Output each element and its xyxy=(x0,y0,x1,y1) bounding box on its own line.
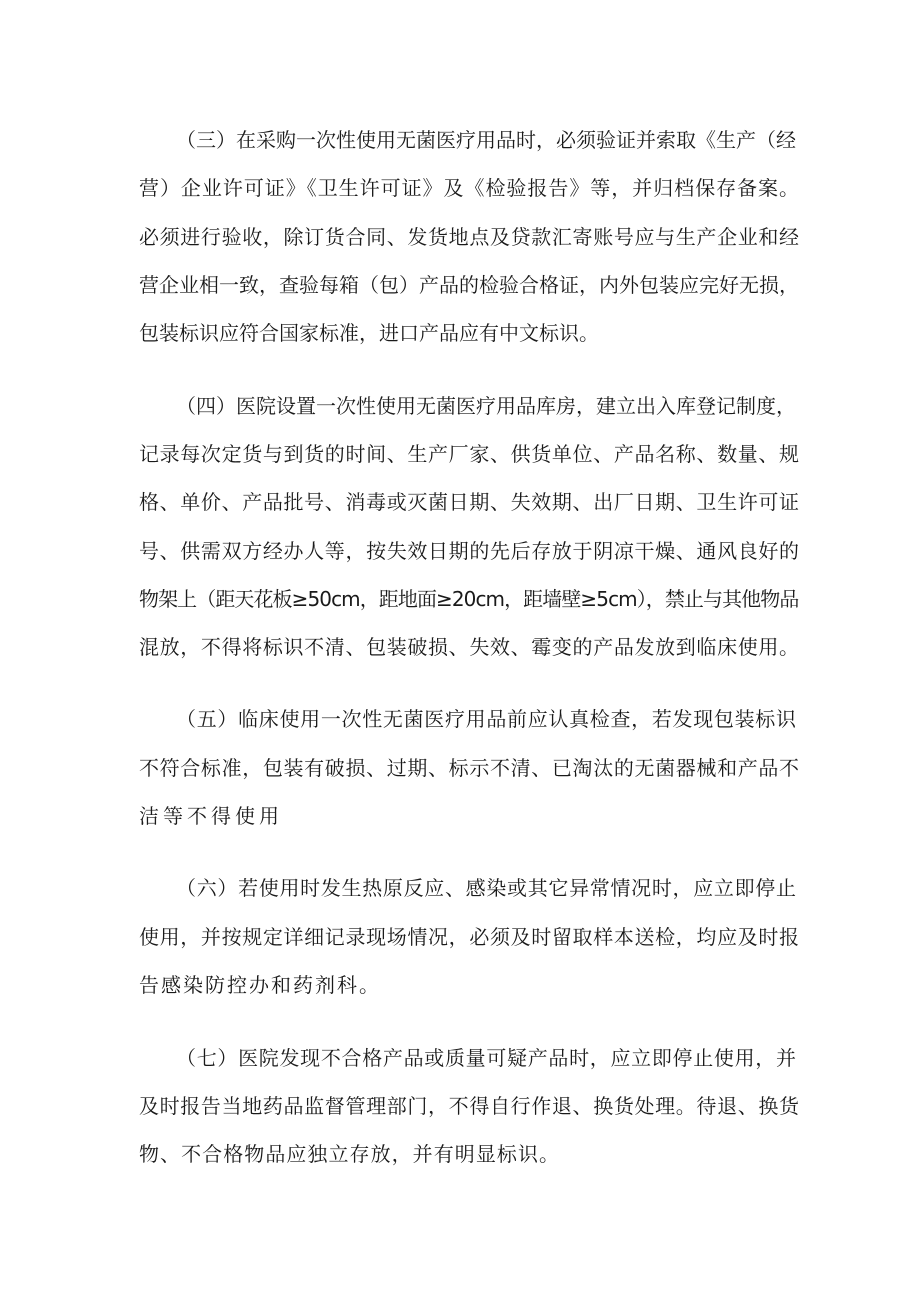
text-line: 包装标识应符合国家标准，进口产品应有中文标识。 xyxy=(139,321,599,345)
text-line: 及时报告当地药品监督管理部门，不得自行作退、换货处理。待退、换货 xyxy=(139,1094,800,1118)
text-line: 告感染防控办和药剂科。 xyxy=(139,973,381,997)
text-line: （五）临床使用一次性无菌医疗用品前应认真检查，若发现包装标识 xyxy=(176,707,797,731)
text-line: 混放，不得将标识不清、包装破损、失效、霉变的产品发放到临床使用。 xyxy=(139,635,800,659)
text-line: 物、不合格物品应独立存放，并有明显标识。 xyxy=(139,1142,561,1166)
text-line: （六）若使用时发生热原反应、感染或其它异常情况时，应立即停止 xyxy=(176,876,797,900)
text-line: （七）医院发现不合格产品或质量可疑产品时，应立即停止使用，并 xyxy=(176,1046,797,1070)
text-line: （四）医院设置一次性使用无菌医疗用品库房，建立出入库登记制度， xyxy=(176,394,796,418)
text-line: 营）企业许可证》《卫生许可证》及《检验报告》等，并归档保存备案。 xyxy=(139,176,800,200)
text-line: 物架上（距天花板≥50cm，距地面≥20cm，距墙壁≥5cm），禁止与其他物品 xyxy=(139,587,799,611)
text-line: 号、供需双方经办人等，按失效日期的先后存放于阴凉干燥、通风良好的 xyxy=(139,539,800,563)
text-line: 必须进行验收，除订货合同、发货地点及贷款汇寄账号应与生产企业和经 xyxy=(139,225,800,249)
text-line: 格、单价、产品批号、消毒或灭菌日期、失效期、出厂日期、卫生许可证 xyxy=(139,490,800,514)
text-line: 营企业相一致，查验每箱（包）产品的检验合格证，内外包装应完好无损， xyxy=(139,273,799,297)
text-line: 不符合标准，包装有破损、过期、标示不清、已淘汰的无菌器械和产品不 xyxy=(139,756,800,780)
text-line: （三）在采购一次性使用无菌医疗用品时，必须验证并索取《生产（经 xyxy=(176,128,796,152)
text-line: 使用，并按规定详细记录现场情况，必须及时留取样本送检，均应及时报 xyxy=(139,925,800,949)
text-line: 记录每次定货与到货的时间、生产厂家、供货单位、产品名称、数量、规 xyxy=(139,442,800,466)
text-line: 洁等不得使用 xyxy=(139,804,283,828)
